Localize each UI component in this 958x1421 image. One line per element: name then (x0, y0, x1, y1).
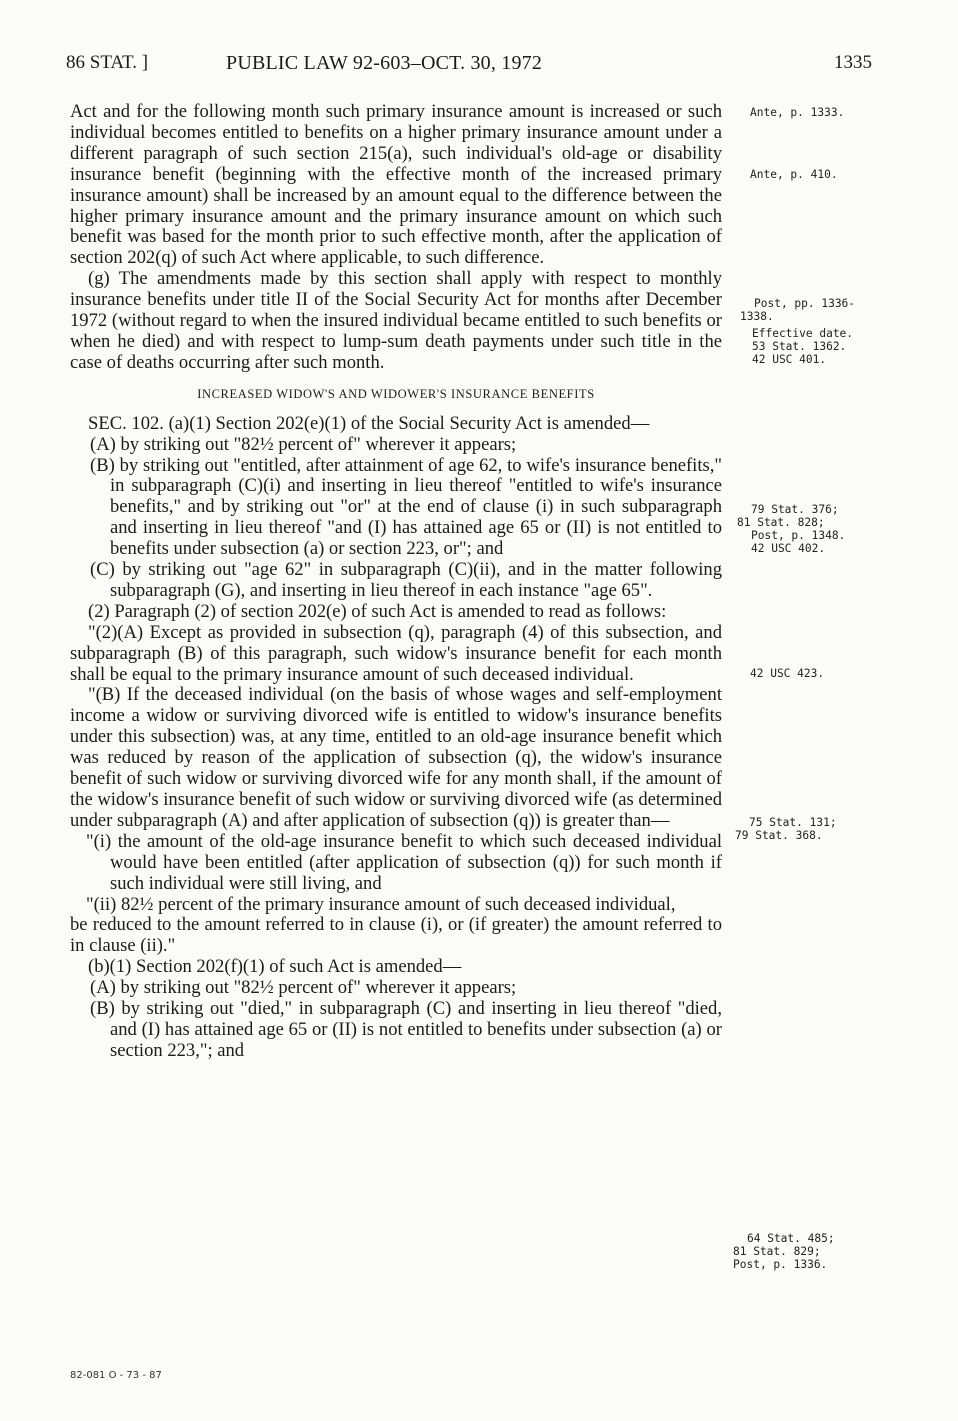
margin-note: 79 Stat. 376; 81 Stat. 828; Post, p. 1348. 42 USC 402. (737, 503, 846, 555)
clause: (C) by striking out "age 62" in subparagraph (C)(ii), and in the matter following subparagraph (G), and inserting in lieu thereof in each instance "age 65". (90, 559, 722, 601)
margin-note: 64 Stat. 485; 81 Stat. 829; Post, p. 1336. (733, 1232, 835, 1271)
margin-note: 75 Stat. 131; 79 Stat. 368. (735, 816, 837, 842)
law-title: PUBLIC LAW 92-603–OCT. 30, 1972 (226, 52, 543, 74)
clause: (A) by striking out "82½ percent of" wherever it appears; (90, 977, 517, 999)
margin-note: Effective date. 53 Stat. 1362. 42 USC 401. (752, 327, 854, 366)
margin-note: Post, pp. 1336- 1338. (740, 297, 856, 323)
clause: (B) by striking out "entitled, after attainment of age 62, to wife's insurance benefits," in subparagraph (C)(i) and inserting in lieu thereof "entitled to wife's insurance benefits," and by striking out "or" at the end of clause (i) in such subparagraph and inserting in lieu thereof "and (I) has attained age 65 or (II) is not entitled to benefits under subsection (a) or section 223, or"; and (90, 454, 722, 560)
margin-note: 42 USC 423. (750, 667, 825, 680)
paragraph: be reduced to the amount referred to in clause (i), or (if greater) the amount referred to in clause (ii)." (70, 914, 722, 957)
margin-note: Ante, p. 1333. (750, 106, 845, 119)
paragraph: (b)(1) Section 202(f)(1) of such Act is amended— (88, 956, 462, 978)
page-number: 1335 (834, 52, 872, 73)
paragraph: SEC. 102. (a)(1) Section 202(e)(1) of the Social Security Act is amended— (88, 412, 650, 434)
margin-note: Ante, p. 410. (750, 168, 838, 181)
page-header (66, 52, 872, 82)
paragraph: (g) The amendments made by this section shall apply with respect to monthly insurance benefits under title II of the Social Security Act for months after December 1972 (without regard to when the insured individual became entitled to such benefits or when he died) and with respect to lump-sum death payments under such title in the case of deaths occurring after such month. (70, 268, 722, 373)
paragraph: "(B) If the deceased individual (on the basis of whose wages and self-employment income a widow or surviving divorced wife is entitled to widow's insurance benefits under this subsection) was, at any time, entitled to an old-age insurance benefit which was reduced by reason of the application of subsection (q), the widow's insurance benefit of such widow or surviving divorced wife for any month shall, if the amount of the widow's insurance benefit of such widow or surviving divorced wife (as determined under subparagraph (A) and after application of subsection (q)) is greater than— (70, 684, 722, 831)
paragraph: "(2)(A) Except as provided in subsection (q), paragraph (4) of this subsection, and subparagraph (B) of this paragraph, such widow's insurance benefit for each month shall be equal to the primary insurance amount of such deceased individual. (70, 621, 722, 685)
main-text (70, 102, 722, 1062)
paragraph: (2) Paragraph (2) of section 202(e) of such Act is amended to read as follows: (88, 600, 667, 622)
clause: "(ii) 82½ percent of the primary insurance amount of such deceased individual, (86, 893, 676, 915)
statute-volume: 86 STAT. ] (66, 52, 149, 73)
print-code: 82-081 O - 73 - 87 (70, 1370, 162, 1381)
clause: (A) by striking out "82½ percent of" wherever it appears; (90, 433, 517, 455)
clause: (B) by striking out "died," in subparagraph (C) and inserting in lieu thereof "died, and (I) has attained age 65 or (II) is not entitled to benefits under subsection (a) or section 223,"; and (90, 998, 722, 1061)
section-heading: INCREASED WIDOW'S AND WIDOWER'S INSURANCE BENEFITS (197, 386, 595, 401)
clause: "(i) the amount of the old-age insurance benefit to which such deceased individual would have been entitled (after application of subsection (q)) for such month if such individual were still living, and (86, 830, 722, 894)
paragraph: Act and for the following month such primary insurance amount is increased or such individual becomes entitled to benefits on a higher primary insurance amount under a different paragraph of such section 215(a), such individual's old-age or disability insurance benefit (beginning with the effective month of the increased primary insurance amount) shall be increased by an amount equal to the difference between the higher primary insurance amount and the primary insurance amount on which such benefit was based for the month prior to such effective month, after the application of section 202(q) of such Act where applicable, to such difference. (70, 101, 722, 269)
